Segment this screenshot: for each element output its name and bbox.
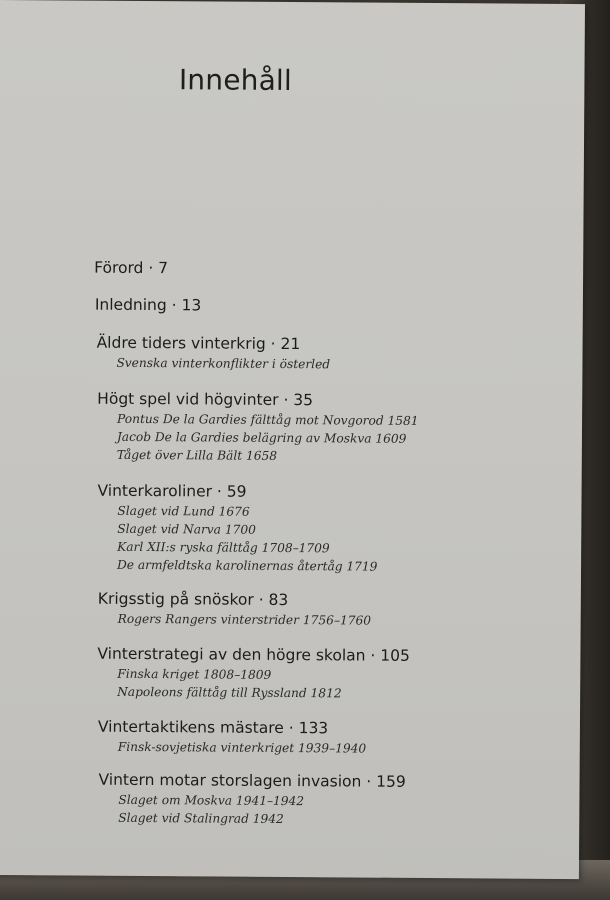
toc-subentry: Slaget vid Stalingrad 1942: [118, 810, 284, 827]
page-title: Innehåll: [178, 63, 293, 98]
toc-entry: [97, 388, 544, 467]
toc-chapter-heading: Vinterkaroliner · 59: [97, 481, 247, 501]
toc-subentry: Napoleons fälttåg till Ryssland 1812: [117, 684, 342, 701]
table-of-contents: [90, 257, 544, 830]
toc-entry: [97, 643, 541, 704]
toc-subentry: Karl XII:s ryska fälttåg 1708–1709: [117, 539, 330, 556]
toc-chapter-heading: Krigsstig på snöskor · 83: [97, 589, 289, 610]
toc-entry: [94, 257, 544, 282]
toc-subentry: Rogers Rangers vinterstrider 1756–1760: [117, 611, 372, 628]
toc-chapter-heading: Vinterstrategi av den högre skolan · 105: [97, 644, 410, 665]
toc-subentry: Svenska vinterkonflikter i österled: [116, 355, 331, 372]
toc-subentry: Slaget vid Lund 1676: [117, 503, 250, 519]
toc-subentry: Pontus De la Gardies fälttåg mot Novgorod 1581: [117, 411, 419, 428]
toc-subentry: Tåget över Lilla Bält 1658: [116, 447, 278, 463]
toc-chapter-heading: Vintern motar storslagen invasion · 159: [98, 770, 406, 791]
toc-subentry: Finska kriget 1808–1809: [117, 666, 272, 682]
toc-subentry: Slaget om Moskva 1941–1942: [118, 792, 305, 809]
toc-subentry: De armfeldtska karolinernas återtåg 1719: [117, 557, 378, 574]
toc-entry: [98, 769, 540, 830]
toc-subentry: Slaget vid Narva 1700: [117, 521, 256, 537]
toc-subentry: Jacob De la Gardies belägring av Moskva 1609: [116, 429, 407, 446]
toc-subentry: Finsk-sovjetiska vinterkriget 1939–1940: [117, 739, 367, 756]
toc-chapter-heading: Äldre tiders vinterkrig · 21: [96, 333, 301, 354]
toc-entry: [97, 480, 543, 577]
toc-chapter-heading: Högt spel vid högvinter · 35: [97, 389, 314, 410]
toc-chapter-heading: Inledning · 13: [94, 295, 202, 315]
toc-chapter-heading: Vintertaktikens mästare · 133: [97, 717, 329, 738]
toc-entry: [98, 588, 542, 631]
toc-entry: [95, 294, 544, 319]
toc-chapter-heading: Förord · 7: [94, 258, 169, 278]
toc-entry: [98, 716, 541, 759]
toc-entry: [96, 332, 543, 375]
